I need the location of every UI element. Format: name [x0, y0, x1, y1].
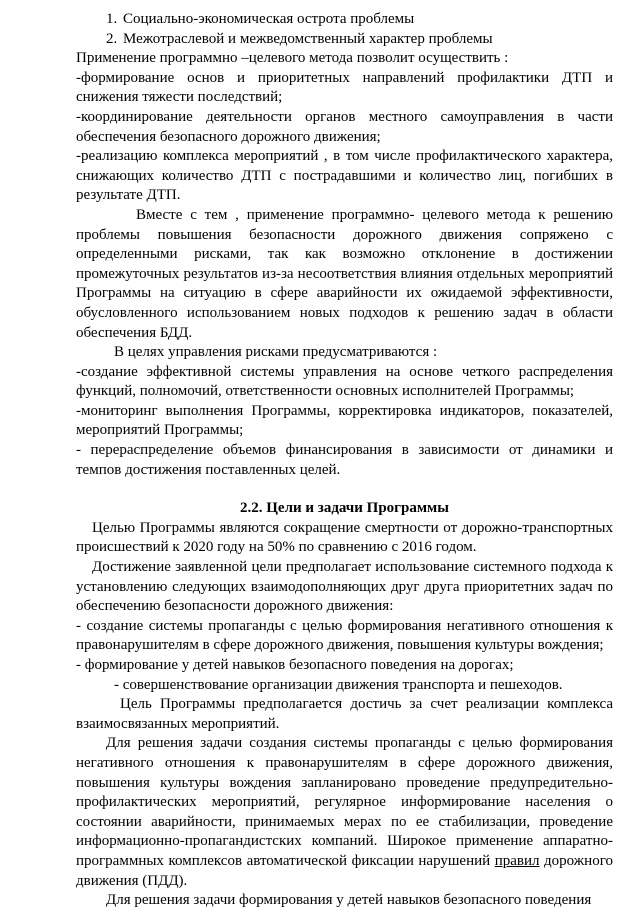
children-safety-paragraph: Для решения задачи формирования у детей навыков безопасного поведения [106, 892, 592, 909]
underlined-word: правил [494, 852, 540, 869]
list-item-text: Межотраслевой и межведомственный характер проблемы [123, 30, 493, 47]
list-item [106, 10, 613, 30]
propaganda-paragraph [76, 734, 613, 891]
method-intro: Применение программно –целевого метода позволит осуществить : [76, 50, 509, 67]
task-item: - совершенствование организации движения транспорта и пешеходов. [114, 676, 563, 693]
task-item: - формирование у детей навыков безопасного поведения на дорогах; [76, 657, 514, 673]
risk-bullet: -мониторинг выполнения Программы, корректировка индикаторов, показателей, мероприятий Программы; [76, 402, 613, 439]
goal-paragraph: Целью Программы являются сокращение смертности от дорожно-транспортных происшествий к 2020 году на 50% по сравнению с 2016 годом. [76, 519, 613, 556]
method-bullet: -координирование деятельности органов местного самоуправления в части обеспечения безопасного дорожного движения; [76, 108, 613, 145]
list-item [106, 30, 613, 50]
propaganda-text-end: дорожного движения (ПДД). [76, 852, 613, 889]
problem-list [76, 10, 613, 49]
document-page [76, 10, 613, 911]
list-item-text: Социально-экономическая острота проблемы [123, 11, 415, 27]
list-item-number: 2. [106, 30, 118, 47]
risk-paragraph: Вместе с тем , применение программно- целевого метода к решению проблемы повышения безопасности дорожного движения сопряжено с определенными рисками, так как возможно отклонение в достижении промежуточных результатов из-за несоответствия влияния отдельных мероприятий Программы на ситуацию в сфере аварийности их ожидаемой эффективности, обусловленного использованием новых подходов к решению задач в области обеспечения БДД. [76, 206, 613, 341]
section-spacer [76, 480, 613, 499]
list-item-number: 1. [106, 11, 118, 27]
propaganda-text: Для решения задачи создания системы пропаганды с целью формирования негативного отношения к правонарушителям в сфере дорожного движения, повышения культуры вождения запланировано проведение предупредительно-профилактических мероприятий, регулярное информирование населения о состоянии аварийности, принимаемых мерах по ее стабилизации, проведение информационно-пропагандистских компаний. Широкое применение аппаратно-программных комплексов автоматической фиксации нарушений [76, 735, 613, 869]
risk-bullet: -создание эффективной системы управления на основе четкого распределения функций, полномочий, ответственности основных исполнителей Программы; [76, 363, 613, 400]
approach-paragraph: Достижение заявленной цели предполагает использование системного подхода к установлению следующих взаимодополняющих друг друга приоритетних задач по обеспечению безопасности дорожного движения: [76, 559, 613, 615]
risk-management-intro: В целях управления рисками предусматриваются : [114, 344, 438, 361]
method-bullet: -формирование основ и приоритетных направлений профилактики ДТП и снижения тяжести последствий; [76, 69, 613, 106]
method-bullet: -реализацию комплекса мероприятий , в том числе профилактического характера, снижающих количество ДТП с пострадавшими и количество лиц, погибших в результате ДТП. [76, 148, 613, 204]
task-item: - создание системы пропаганды с целью формирования негативного отношения к правонарушителям в сфере дорожного движения, повышения культуры вождения; [76, 617, 613, 654]
goal-reach-paragraph: Цель Программы предполагается достичь за счет реализации комплекса взаимосвязанных мероприятий. [76, 696, 613, 732]
risk-bullet: - перераспределение объемов финансирования в зависимости от динамики и темпов достижения поставленных целей. [76, 442, 613, 478]
section-heading: 2.2. Цели и задачи Программы [240, 500, 449, 517]
